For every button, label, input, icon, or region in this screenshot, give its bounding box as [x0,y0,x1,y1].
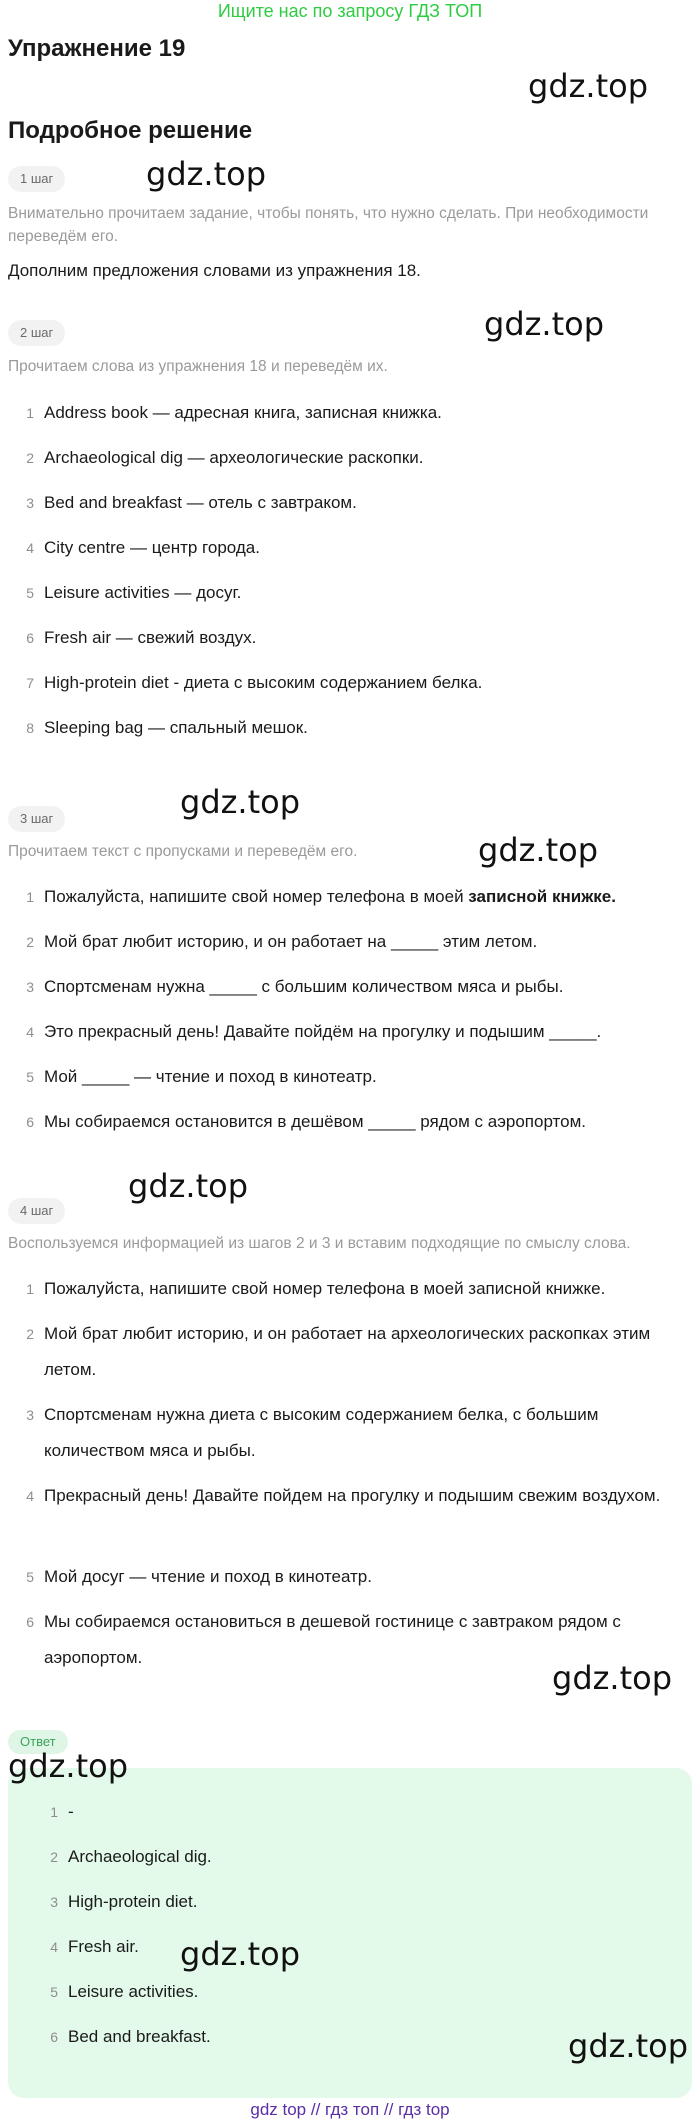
list-item [0,707,700,752]
list-text: Archaeological dig. [68,1847,212,1866]
list-number: 4 [26,1488,34,1504]
answer-badge: Ответ [8,1730,68,1754]
list-number: 6 [26,1114,34,1130]
step-4-badge: 4 шаг [8,1198,65,1224]
watermark: gdz.top [128,1167,249,1205]
footer-links [0,2098,700,2122]
list-item [8,1880,692,1925]
list-text: Fresh air — свежий воздух. [44,628,257,647]
list-number: 2 [26,1326,34,1342]
list-number: 3 [50,1894,58,1910]
list-number: 4 [26,540,34,556]
watermark: gdz.top [478,831,599,869]
step-1-text: Дополним предложения словами из упражнения 18. [8,261,421,280]
list-text: Мой брат любит историю, и он работает на _____ этим летом. [44,932,538,951]
list-text: - [68,1802,74,1821]
watermark: gdz.top [568,2027,689,2065]
watermark: gdz.top [484,305,605,343]
list-number: 4 [50,1939,58,1955]
list-number: 2 [26,934,34,950]
list-text [44,885,684,909]
section-title: Подробное решение [8,117,253,144]
step-1-badge: 1 шаг [8,166,65,192]
list-text: Bed and breakfast — отель с завтраком. [44,493,357,512]
list-number: 5 [50,1984,58,2000]
list-item [8,1925,692,1973]
list-text: Мой брат любит историю, и он работает на археологических раскопках этим летом. [44,1324,651,1379]
watermark: gdz.top [552,1659,673,1697]
list-item [0,662,700,707]
step-3-badge: 3 шаг [8,806,65,832]
step-3-description: Прочитаем текст с пропусками и переведём его. [8,843,358,860]
list-number: 3 [26,1407,34,1423]
watermark: gdz.top [180,1935,301,1973]
watermark: gdz.top [146,155,267,193]
page-title: Упражнение 19 [8,35,186,62]
list-item [0,392,700,437]
list-item [0,1101,700,1146]
list-item [0,1056,700,1101]
list-item [0,437,700,482]
list-item [0,1394,700,1475]
list-item [0,1556,700,1601]
list-text: Мой досуг — чтение и поход в кинотеатр. [44,1567,372,1586]
list-number: 2 [50,1849,58,1865]
list-text-bold: записной книжке. [468,887,616,906]
answer-list [8,1790,692,2060]
step-3-list [0,876,700,1146]
list-number: 1 [26,889,34,905]
list-text: Это прекрасный день! Давайте пойдём на прогулку и подышим _____. [44,1022,602,1041]
list-text: Leisure activities. [68,1982,199,2001]
list-number: 3 [26,495,34,511]
step-4-description: Воспользуемся информацией из шагов 2 и 3 и вставим подходящие по смыслу слова. [8,1235,631,1252]
list-number: 6 [26,630,34,646]
list-number: 6 [50,2029,58,2045]
list-number: 5 [26,1569,34,1585]
list-item [0,1011,700,1056]
list-text: Archaeological dig — археологические раскопки. [44,448,424,467]
watermark: gdz.top [180,783,301,821]
list-number: 1 [26,1281,34,1297]
footer-link[interactable]: гдз топ [325,2100,380,2119]
list-number: 6 [26,1614,34,1630]
list-number: 5 [26,1069,34,1085]
list-item [0,966,700,1011]
step-2-list [0,392,700,752]
footer-link[interactable]: gdz top [250,2100,307,2119]
list-text: High-protein diet - диета с высоким содержанием белка. [44,673,483,692]
list-number: 1 [50,1804,58,1820]
footer-separator: // [383,2100,394,2119]
list-text: Address book — адресная книга, записная книжка. [44,403,442,422]
list-text-part: Пожалуйста, напишите свой номер телефона в моей [44,887,469,906]
list-number: 5 [26,585,34,601]
list-item [0,921,700,966]
list-text: Bed and breakfast. [68,2027,211,2046]
list-item [0,876,700,921]
watermark: gdz.top [528,67,649,105]
list-text: Мой _____ — чтение и поход в кинотеатр. [44,1067,377,1086]
list-text: High-protein diet. [68,1892,198,1911]
footer-separator: // [310,2100,321,2119]
search-banner: Ищите нас по запросу ГДЗ ТОП [217,1,483,21]
list-text: Sleeping bag — спальный мешок. [44,718,308,737]
list-item [0,572,700,617]
list-item [0,1475,700,1556]
list-item [0,617,700,662]
step-2-badge: 2 шаг [8,320,65,346]
list-text: Fresh air. [68,1937,139,1956]
list-item [8,1790,692,1835]
list-number: 2 [26,450,34,466]
list-number: 7 [26,675,34,691]
step-2-description: Прочитаем слова из упражнения 18 и переведём их. [8,358,388,375]
list-text: City centre — центр города. [44,538,260,557]
list-number: 8 [26,720,34,736]
list-item [8,1970,692,2015]
list-text: Спортсменам нужна диета с высоким содержанием белка, с большим количеством мяса и рыбы. [44,1405,599,1460]
step-4-list [0,1268,700,1682]
footer-link[interactable]: гдз top [398,2100,450,2119]
list-text: Пожалуйста, напишите свой номер телефона в моей записной книжке. [44,1279,606,1298]
list-number: 4 [26,1024,34,1040]
list-item [0,482,700,527]
step-1-description: Внимательно прочитаем задание, чтобы понять, что нужно сделать. При необходимости переведём его. [8,205,649,245]
list-item [0,1268,700,1313]
list-item [8,1835,692,1880]
list-text: Leisure activities — досуг. [44,583,242,602]
list-text: Спортсменам нужна _____ с большим количеством мяса и рыбы. [44,977,564,996]
list-number: 3 [26,979,34,995]
list-number: 1 [26,405,34,421]
list-text: Мы собираемся остановится в дешёвом _____ рядом с аэропортом. [44,1112,586,1131]
list-text: Мы собираемся остановиться в дешевой гостинице с завтраком рядом с аэропортом. [44,1612,621,1667]
list-text: Прекрасный день! Давайте пойдем на прогулку и подышим свежим воздухом. [44,1486,661,1505]
list-item [0,527,700,572]
watermark: gdz.top [8,1747,129,1785]
list-item [0,1313,700,1394]
